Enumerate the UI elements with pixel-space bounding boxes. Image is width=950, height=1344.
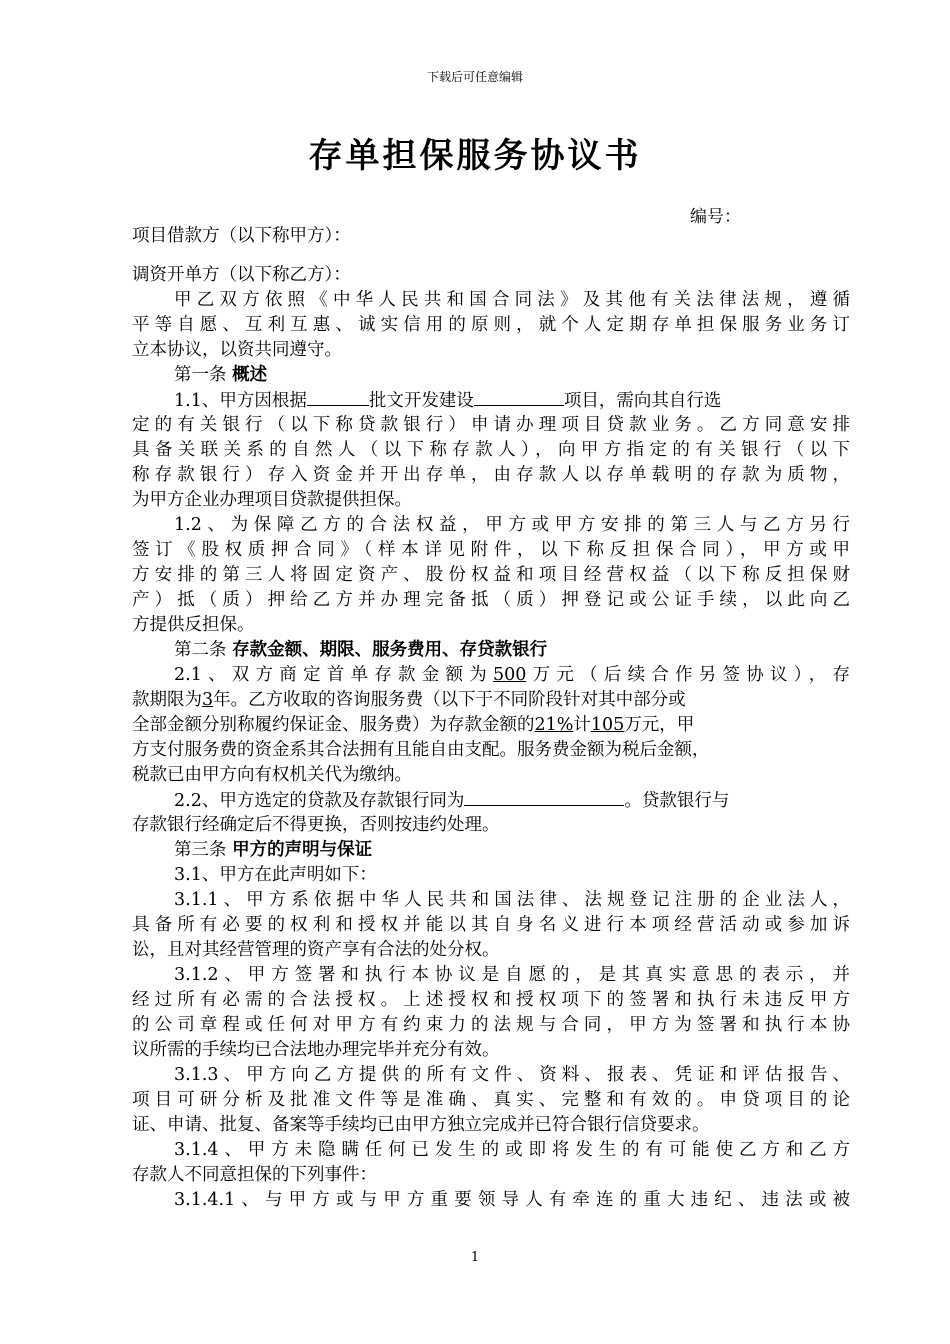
clause-1-2-line: 产）抵（质）押给乙方并办理完备抵（质）押登记或公证手续，以此向乙 <box>132 590 850 610</box>
clause-text: 全部金额分别称履约保证金、服务费）为存款金额的 <box>132 715 535 735</box>
party-b-line: 调资开单方（以下称乙方）： <box>132 265 351 285</box>
intro-line: 甲乙双方依照《中华人民共和国合同法》及其他有关法律法规，遵循 <box>174 290 850 310</box>
clause-3-1-4-line: 存款人不同意担保的下列事件： <box>132 1165 377 1185</box>
blank-field <box>474 388 564 406</box>
clause-1-1-line <box>132 388 850 413</box>
clause-1-1-line: 称存款银行）存入资金并开出存单，由存款人以存单载明的存款为质物， <box>132 465 850 485</box>
header-note: 下载后可任意编辑 <box>426 70 523 84</box>
clause-1-2-line: 方安排的第三人将固定资产、股份权益和项目经营权益（以下称反担保财 <box>132 565 850 585</box>
article-prefix: 第三条 <box>174 840 227 860</box>
clause-3-1-2-line: 3.1.2、甲方签署和执行本协议是自愿的，是其真实意思的表示，并 <box>174 965 850 985</box>
clause-3-1-line: 3.1、甲方在此声明如下： <box>174 865 377 885</box>
clause-2-1-line <box>132 663 850 688</box>
clause-1-2-line: 方提供反担保。 <box>132 615 255 635</box>
clause-2-1-line <box>132 713 850 738</box>
document-number-label: 编号： <box>690 207 741 227</box>
clause-2-2-line <box>132 788 850 813</box>
article-title: 概述 <box>232 365 268 385</box>
clause-text: 项目，需向其自行选 <box>563 391 722 411</box>
clause-2-1-line <box>132 688 850 713</box>
intro-line: 立本协议，以资共同遵守。 <box>132 340 342 360</box>
clause-text: 2.2、甲方选定的贷款及存款银行同为 <box>174 791 465 811</box>
fee-rate-value: 21% <box>534 715 574 735</box>
clause-text: 批文开发建设 <box>368 391 474 411</box>
clause-text: 2.1、双方商定首单存款金额为 <box>174 665 493 685</box>
clause-1-1-line: 为甲方企业办理项目贷款提供担保。 <box>132 490 412 510</box>
clause-1-1-line: 具备关联关系的自然人（以下称存款人），向甲方指定的有关银行（以下 <box>132 440 850 460</box>
clause-3-1-2-line: 的公司章程或任何对甲方有约束力的法规与合同，甲方为签署和执行本协 <box>132 1015 850 1035</box>
clause-3-1-4-line: 3.1.4、甲方未隐瞒任何已发生的或即将发生的有可能使乙方和乙方 <box>174 1140 850 1160</box>
document-body <box>132 224 850 1213</box>
deposit-term-value: 3 <box>202 690 214 710</box>
clause-1-2-line: 1.2、为保障乙方的合法权益，甲方或甲方安排的第三人与乙方另行 <box>174 515 850 535</box>
article-1-heading <box>132 363 850 388</box>
article-title: 存款金额、期限、服务费用、存贷款银行 <box>232 640 548 660</box>
deposit-amount-value: 500 <box>492 665 527 685</box>
clause-3-1-3-line: 证、申请、批复、备案等手续均已由甲方独立完成并已符合银行信贷要求。 <box>132 1115 710 1135</box>
article-3-heading <box>132 838 850 863</box>
clause-3-1-1-line: 3.1.1、甲方系依据中华人民共和国法律、法规登记注册的企业法人， <box>174 890 850 910</box>
clause-3-1-4-1-line: 3.1.4.1、与甲方或与甲方重要领导人有牵连的重大违纪、违法或被 <box>174 1190 850 1210</box>
article-2-heading <box>132 638 850 663</box>
intro-line: 平等自愿、互利互惠、诚实信用的原则，就个人定期存单担保服务业务订 <box>132 315 850 335</box>
clause-text: 。贷款银行与 <box>624 791 730 811</box>
clause-text: 万元（后续合作另签协议），存 <box>526 665 850 685</box>
page-number: 1 <box>470 1250 480 1265</box>
fee-amount-value: 105 <box>590 715 625 735</box>
article-title: 甲方的声明与保证 <box>232 840 373 860</box>
clause-text: 年。乙方收取的咨询服务费（以下于不同阶段针对其中部分或 <box>213 690 686 710</box>
clause-3-1-1-line: 具备所有必要的权利和授权并能以其自身名义进行本项经营活动或参加诉 <box>132 915 850 935</box>
clause-2-1-line: 税款已由甲方向有权机关代为缴纳。 <box>132 765 412 785</box>
clause-3-1-3-line: 3.1.3、甲方向乙方提供的所有文件、资料、报表、凭证和评估报告、 <box>174 1065 850 1085</box>
article-prefix: 第二条 <box>174 640 227 660</box>
clause-1-2-line: 签订《股权质押合同》（样本详见附件，以下称反担保合同），甲方或甲 <box>132 540 850 560</box>
clause-3-1-2-line: 议所需的手续均已合法地办理完毕并充分有效。 <box>132 1040 500 1060</box>
blank-field <box>464 788 624 806</box>
party-a-line: 项目借款方（以下称甲方）： <box>132 226 351 246</box>
clause-3-1-1-line: 讼，且对其经营管理的资产享有合法的处分权。 <box>132 940 500 960</box>
blank-field <box>307 388 369 406</box>
clause-3-1-2-line: 经过所有必需的合法授权。上述授权和授权项下的签署和执行未违反甲方 <box>132 990 850 1010</box>
document-title: 存单担保服务协议书 <box>308 136 642 176</box>
clause-3-1-3-line: 项目可研分析及批准文件等是准确、真实、完整和有效的。申贷项目的论 <box>132 1090 850 1110</box>
clause-text: 计 <box>573 715 591 735</box>
clause-1-1-line: 定的有关银行（以下称贷款银行）申请办理项目贷款业务。乙方同意安排 <box>132 415 850 435</box>
clause-text: 万元，甲 <box>624 715 695 735</box>
clause-text: 款期限为 <box>132 690 202 710</box>
clause-2-2-line: 存款银行经确定后不得更换，否则按违约处理。 <box>132 815 500 835</box>
article-prefix: 第一条 <box>174 365 227 385</box>
clause-text: 1.1、甲方因根据 <box>174 391 307 411</box>
clause-2-1-line: 方支付服务费的资金系其合法拥有且能自由支配。服务费金额为税后金额， <box>132 740 710 760</box>
